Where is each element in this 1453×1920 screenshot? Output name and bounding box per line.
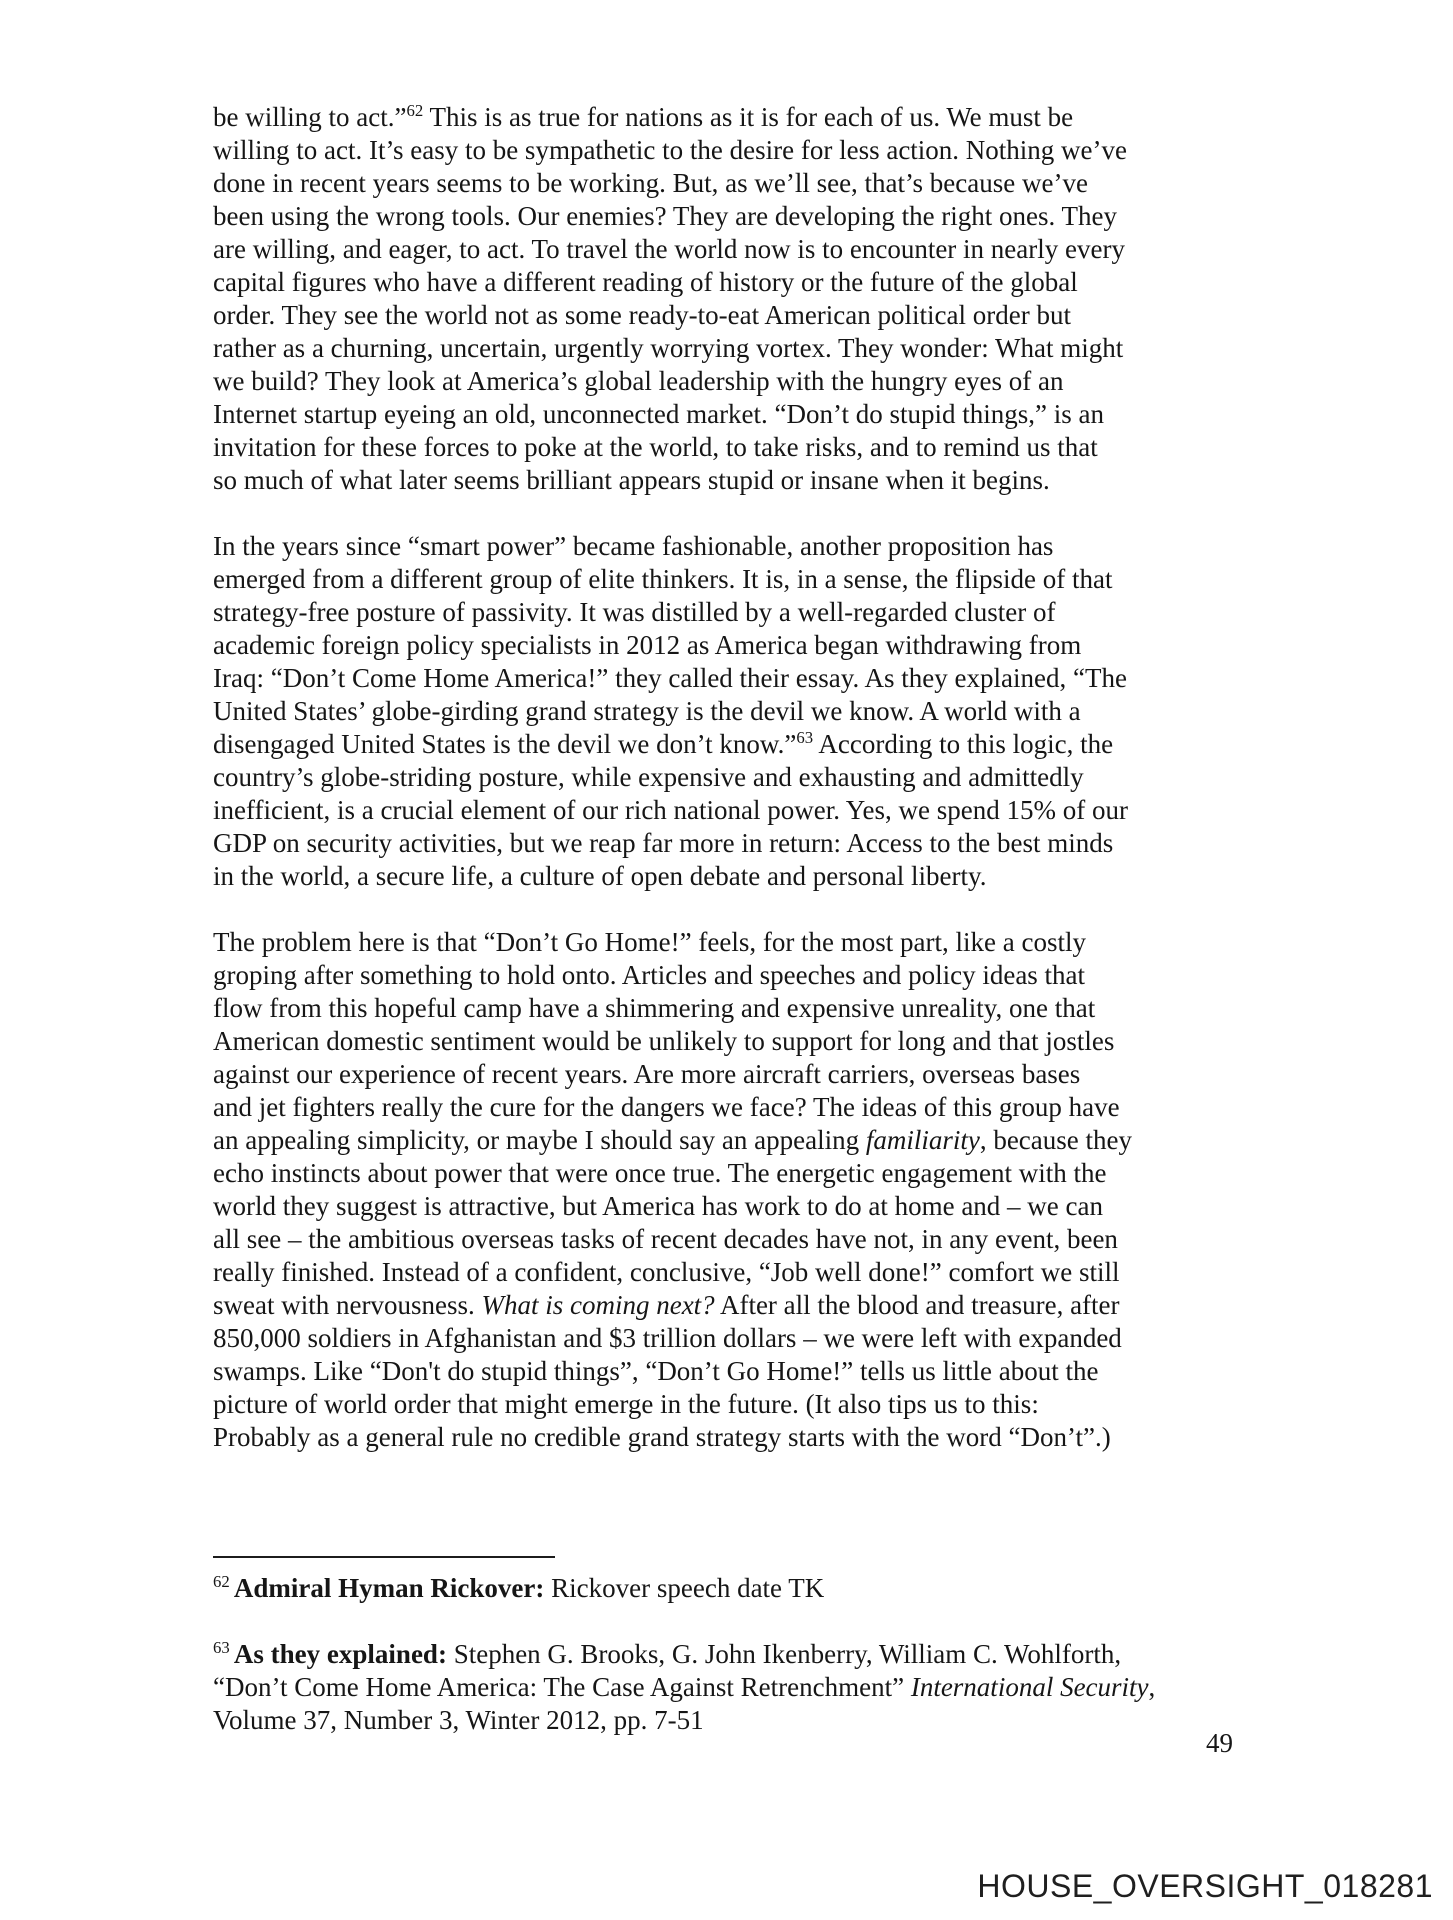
bates-stamp: HOUSE_OVERSIGHT_018281 (977, 1868, 1433, 1904)
text-line: all see – the ambitious overseas tasks of recent decades have not, in any event, been (213, 1224, 1118, 1254)
text-line: country’s globe-striding posture, while expensive and exhausting and admittedly (213, 762, 1084, 792)
text-line: done in recent years seems to be working. But, as we’ll see, that’s because we’ve (213, 168, 1088, 198)
text-line: “Don’t Come Home America: The Case Against Retrenchment” International Security, (213, 1672, 1156, 1702)
text-line: $^{63}$ As they explained: Stephen G. Brooks, G. John Ikenberry, William C. Wohlforth, (213, 1638, 1122, 1669)
text-line: Volume 37, Number 3, Winter 2012, pp. 7-51 (213, 1705, 704, 1735)
page-number: 49 (1206, 1728, 1233, 1758)
text-line: groping after something to hold onto. Articles and speeches and policy ideas that (213, 960, 1086, 990)
paragraph (213, 101, 1132, 497)
text-line: academic foreign policy specialists in 2012 as America began withdrawing from (213, 630, 1082, 660)
paragraph (213, 530, 1132, 893)
text-line: willing to act. It’s easy to be sympathetic to the desire for less action. Nothing we’ve (213, 135, 1128, 165)
text-line: be willing to act.”$^{62}$ This is as true for nations as it is for each of us. We must be (213, 101, 1074, 132)
text-line: In the years since “smart power” became fashionable, another proposition has (213, 531, 1054, 561)
text-line: really finished. Instead of a confident, conclusive, “Job well done!” comfort we still (213, 1257, 1120, 1287)
paragraph (213, 926, 1132, 1454)
text-line: $^{62}$ Admiral Hyman Rickover: Rickover speech date TK (213, 1572, 825, 1603)
text-line: American domestic sentiment would be unlikely to support for long and that jostles (213, 1026, 1115, 1056)
text-line: and jet fighters really the cure for the dangers we face? The ideas of this group have (213, 1092, 1120, 1122)
text-line: emerged from a different group of elite thinkers. It is, in a sense, the flipside of that (213, 564, 1113, 594)
text-line: are willing, and eager, to act. To travel the world now is to encounter in nearly every (213, 234, 1125, 264)
footnote-reference: 62 (406, 101, 424, 120)
footnote-62 (213, 1572, 1155, 1605)
text-line: United States’ globe-girding grand strategy is the devil we know. A world with a (213, 696, 1081, 726)
text-line: order. They see the world not as some ready-to-eat American political order but (213, 300, 1071, 330)
text-line: world they suggest is attractive, but America has work to do at home and – we can (213, 1191, 1104, 1221)
text-line: echo instincts about power that were once true. The energetic engagement with the (213, 1158, 1107, 1188)
text-line: The problem here is that “Don’t Go Home!” feels, for the most part, like a costly (213, 927, 1086, 957)
text-line: we build? They look at America’s global leadership with the hungry eyes of an (213, 366, 1064, 396)
text-line: inefficient, is a crucial element of our rich national power. Yes, we spend 15% of our (213, 795, 1128, 825)
footnote-reference: 63 (213, 1638, 234, 1657)
text-line: rather as a churning, uncertain, urgently worrying vortex. They wonder: What might (213, 333, 1124, 363)
text-line: an appealing simplicity, or maybe I should say an appealing familiarity, because they (213, 1125, 1133, 1155)
text-line: capital figures who have a different reading of history or the future of the global (213, 267, 1078, 297)
text-line: against our experience of recent years. Are more aircraft carriers, overseas bases (213, 1059, 1081, 1089)
text-line: picture of world order that might emerge in the future. (It also tips us to this: (213, 1389, 1039, 1419)
text-line: disengaged United States is the devil we don’t know.”$^{63}$ According to this logic, the (213, 728, 1114, 759)
text-line: Probably as a general rule no credible grand strategy starts with the word “Don’t”.) (213, 1422, 1111, 1452)
text-line: in the world, a secure life, a culture of open debate and personal liberty. (213, 861, 987, 891)
footnote-reference: 62 (213, 1572, 234, 1591)
footnote-separator (213, 1556, 555, 1558)
text-line: so much of what later seems brilliant appears stupid or insane when it begins. (213, 465, 1050, 495)
text-line: Iraq: “Don’t Come Home America!” they called their essay. As they explained, “The (213, 663, 1127, 693)
text-line: invitation for these forces to poke at the world, to take risks, and to remind us that (213, 432, 1098, 462)
text-line: sweat with nervousness. What is coming next? After all the blood and treasure, after (213, 1290, 1120, 1320)
text-line: swamps. Like “Don't do stupid things”, “Don’t Go Home!” tells us little about the (213, 1356, 1099, 1386)
text-line: flow from this hopeful camp have a shimmering and expensive unreality, one that (213, 993, 1096, 1023)
text-line: been using the wrong tools. Our enemies? They are developing the right ones. They (213, 201, 1118, 231)
body-paragraphs (213, 101, 1132, 1454)
footnote-reference: 63 (796, 728, 814, 747)
text-line: GDP on security activities, but we reap far more in return: Access to the best minds (213, 828, 1114, 858)
footnote-63 (213, 1638, 1155, 1737)
text-line: strategy-free posture of passivity. It was distilled by a well-regarded cluster of (213, 597, 1056, 627)
text-line: 850,000 soldiers in Afghanistan and $3 trillion dollars – we were left with expanded (213, 1323, 1122, 1353)
text-line: Internet startup eyeing an old, unconnected market. “Don’t do stupid things,” is an (213, 399, 1105, 429)
footnotes (213, 1572, 1155, 1737)
